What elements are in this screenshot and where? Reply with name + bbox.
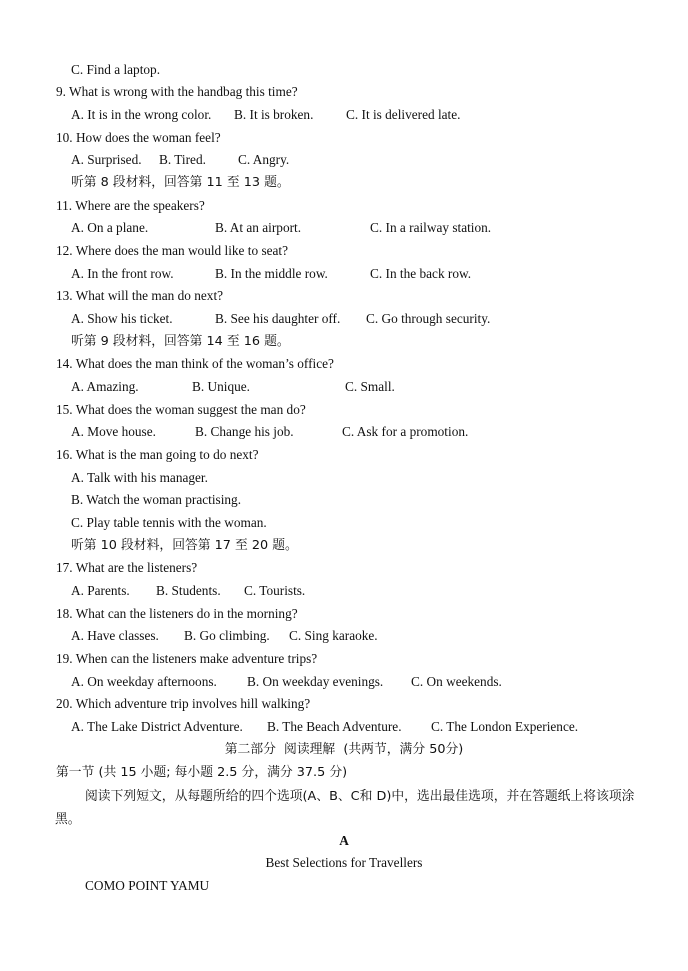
q19-option-b: B. On weekday evenings. <box>247 674 384 689</box>
q15-option-a: A. Move house. <box>71 424 156 439</box>
section-1-title: 第一节 (共 15 小题; 每小题 2.5 分，满分 37.5 分) <box>56 765 348 780</box>
q12-option-b: B. In the middle row. <box>215 266 328 281</box>
q17-option-c: C. Tourists. <box>244 583 306 598</box>
q20-option-a: A. The Lake District Adventure. <box>71 719 243 734</box>
q18-stem: 18. What can the listeners do in the morning? <box>56 606 298 621</box>
q9-option-a: A. It is in the wrong color. <box>71 107 212 122</box>
q15-option-c: C. Ask for a promotion. <box>342 424 469 439</box>
q16-option-c: C. Play table tennis with the woman. <box>71 515 267 530</box>
q10-option-b: B. Tired. <box>159 152 206 167</box>
q17-stem: 17. What are the listeners? <box>56 560 198 575</box>
q11-option-c: C. In a railway station. <box>370 220 492 235</box>
q16-option-b: B. Watch the woman practising. <box>71 492 242 507</box>
q11-option-a: A. On a plane. <box>71 220 149 235</box>
q18-option-c: C. Sing karaoke. <box>289 628 378 643</box>
q19-option-c: C. On weekends. <box>411 674 502 689</box>
q10-stem: 10. How does the woman feel? <box>56 130 221 145</box>
part-2-title: 第二部分 阅读理解 (共两节，满分 50分) <box>224 742 464 757</box>
reading-instructions: 阅读下列短文，从每题所给的四个选项(A、B、C和 D)中，选出最佳选项，并在答题纸上将该项涂黑。 <box>55 789 635 827</box>
q14-option-c: C. Small. <box>345 379 395 394</box>
passage-first-line: COMO POINT YAMU <box>85 878 210 893</box>
section-8-heading: 听第 8 段材料，回答第 11 至 13 题。 <box>71 175 290 190</box>
q12-stem: 12. Where does the man would like to seat? <box>56 243 289 258</box>
q10-option-a: A. Surprised. <box>71 152 142 167</box>
q18-option-b: B. Go climbing. <box>184 628 270 643</box>
q15-option-b: B. Change his job. <box>195 424 294 439</box>
q13-stem: 13. What will the man do next? <box>56 288 224 303</box>
passage-title: Best Selections for Travellers <box>265 855 423 870</box>
q9-option-c: C. It is delivered late. <box>346 107 461 122</box>
q19-stem: 19. When can the listeners make adventure trips? <box>56 651 318 666</box>
q15-stem: 15. What does the woman suggest the man do? <box>56 402 306 417</box>
q13-option-c: C. Go through security. <box>366 311 491 326</box>
q11-stem: 11. Where are the speakers? <box>56 198 205 213</box>
q16-option-a: A. Talk with his manager. <box>71 470 208 485</box>
q8-option-c: C. Find a laptop. <box>71 62 161 77</box>
q12-option-a: A. In the front row. <box>71 266 174 281</box>
q14-option-a: A. Amazing. <box>71 379 139 394</box>
q14-option-b: B. Unique. <box>192 379 250 394</box>
q20-stem: 20. Which adventure trip involves hill walking? <box>56 696 311 711</box>
q19-option-a: A. On weekday afternoons. <box>71 674 217 689</box>
q16-stem: 16. What is the man going to do next? <box>56 447 259 462</box>
q9-stem: 9. What is wrong with the handbag this time? <box>56 84 298 99</box>
section-10-heading: 听第 10 段材料，回答第 17 至 20 题。 <box>71 538 298 553</box>
q12-option-c: C. In the back row. <box>370 266 472 281</box>
passage-letter: A <box>339 833 349 848</box>
q11-option-b: B. At an airport. <box>215 220 302 235</box>
q10-option-c: C. Angry. <box>238 152 290 167</box>
q20-option-c: C. The London Experience. <box>431 719 579 734</box>
q20-option-b: B. The Beach Adventure. <box>267 719 402 734</box>
q9-option-b: B. It is broken. <box>234 107 314 122</box>
q17-option-a: A. Parents. <box>71 583 130 598</box>
q13-option-a: A. Show his ticket. <box>71 311 173 326</box>
q14-stem: 14. What does the man think of the woman’s office? <box>56 356 334 371</box>
section-9-heading: 听第 9 段材料，回答第 14 至 16 题。 <box>71 334 290 349</box>
q17-option-b: B. Students. <box>156 583 221 598</box>
q13-option-b: B. See his daughter off. <box>215 311 341 326</box>
q18-option-a: A. Have classes. <box>71 628 159 643</box>
